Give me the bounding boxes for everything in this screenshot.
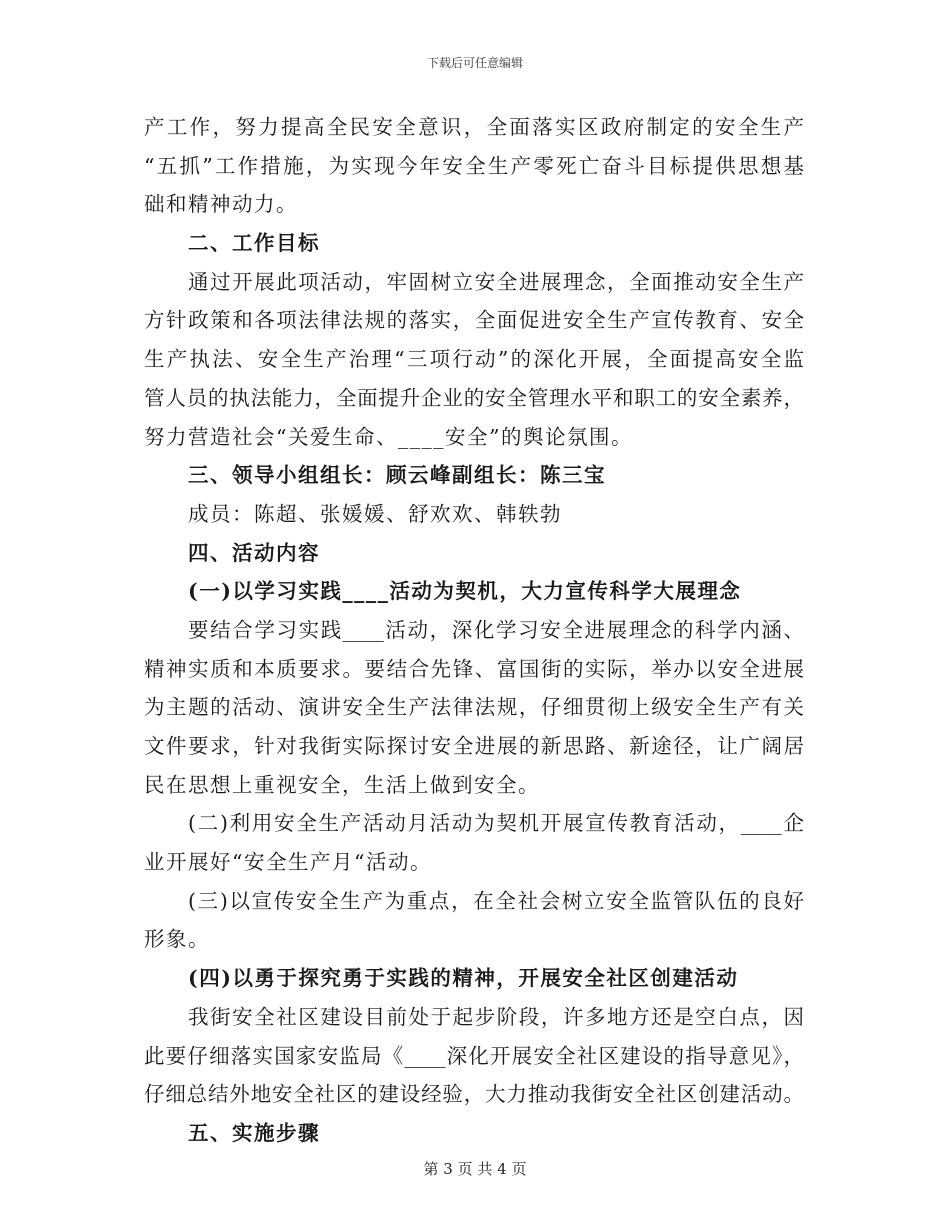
text-line-5: 通过开展此项活动，牢固树立安全进展理念，全面推动安全生产 [188, 269, 804, 294]
section-heading-steps: 五、实施步骤 [188, 1120, 320, 1145]
page-footer: 第 3 页 共 4 页 [423, 1160, 527, 1178]
text-line-21: (三)以宣传安全生产为重点，在全社会树立安全监管队伍的良好 [188, 888, 804, 913]
text-line-16: 为主题的活动、演讲安全生产法律法规，仔细贯彻上级安全生产有关 [144, 695, 804, 720]
text-line-19: (二)利用安全生产活动月活动为契机开展宣传教育活动，____企 [188, 811, 804, 836]
document-body [144, 108, 804, 1153]
section-heading-leadership: 三、领导小组组长：顾云峰副组长：陈三宝 [188, 463, 606, 488]
text-line-15: 精神实质和本质要求。要结合先锋、富国街的实际，举办以安全进展 [144, 656, 804, 681]
subheading-1: (一)以学习实践____活动为契机，大力宣传科学大展理念 [188, 579, 742, 604]
text-line-7: 生产执法、安全生产治理“三项行动”的深化开展，全面提高安全监 [144, 347, 804, 372]
text-line-8: 管人员的执法能力，全面提升企业的安全管理水平和职工的安全素养， [144, 385, 804, 410]
section-heading-work-goal: 二、工作目标 [188, 231, 320, 256]
section-heading-activities: 四、活动内容 [188, 540, 320, 565]
text-line-25: 此要仔细落实国家安监局《____深化开展安全社区建设的指导意见》， [144, 1043, 804, 1068]
text-line-22: 形象。 [144, 927, 210, 952]
page-header: 下载后可任意编辑 [426, 56, 523, 70]
text-line-24: 我街安全社区建设目前处于起步阶段，许多地方还是空白点，因 [188, 1004, 804, 1029]
text-line-2: “五抓”工作措施，为实现今年安全生产零死亡奋斗目标提供思想基 [144, 153, 804, 178]
subheading-4: (四)以勇于探究勇于实践的精神，开展安全社区创建活动 [188, 966, 739, 991]
text-line-20: 业开展好“安全生产月“活动。 [144, 850, 432, 875]
text-line-3: 础和精神动力。 [144, 192, 298, 217]
text-line-14: 要结合学习实践____活动，深化学习安全进展理念的科学内涵、 [188, 617, 804, 642]
text-line-17: 文件要求，针对我街实际探讨安全进展的新思路、新途径，让广阔居 [144, 734, 804, 758]
text-line-26: 仔细总结外地安全社区的建设经验，大力推动我街安全社区创建活动。 [144, 1082, 804, 1107]
text-line-18: 民在思想上重视安全，生活上做到安全。 [144, 772, 540, 797]
text-line-9: 努力营造社会“关爱生命、____安全”的舆论氛围。 [144, 424, 633, 449]
text-line-1: 产工作，努力提高全民安全意识，全面落实区政府制定的安全生产 [144, 115, 804, 139]
text-line-6: 方针政策和各项法律法规的落实，全面促进安全生产宣传教育、安全 [144, 308, 804, 333]
members-line: 成员：陈超、张媛媛、舒欢欢、韩轶勃 [188, 501, 562, 526]
